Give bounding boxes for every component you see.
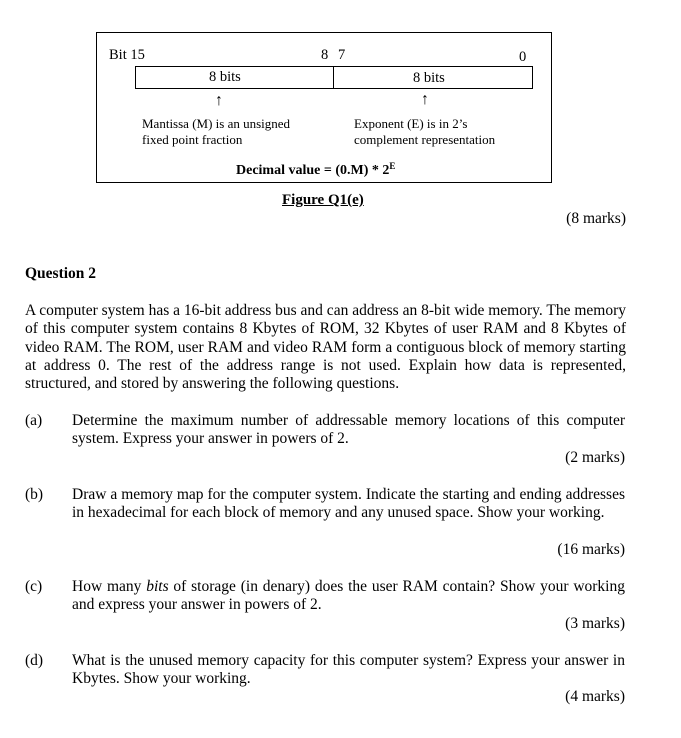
mantissa-arrow-icon: ↑ xyxy=(215,92,223,109)
bit-15-label: Bit 15 xyxy=(109,47,145,63)
bit-0-label: 0 xyxy=(519,49,527,65)
part-d-marks: (4 marks) xyxy=(565,688,625,705)
exponent-arrow-icon: ↑ xyxy=(421,91,429,108)
part-b-text: Draw a memory map for the computer system. Indicate the starting and ending addresses in hexadecimal for each block of memory and any unused space. Show your working. xyxy=(72,486,625,522)
part-a-label: (a) xyxy=(25,412,43,429)
figure-caption: Figure Q1(e) xyxy=(282,192,364,208)
formula-text: Decimal value = (0.M) * 2 xyxy=(236,163,390,178)
part-d-label: (d) xyxy=(25,652,44,669)
part-c-text xyxy=(72,578,625,615)
mantissa-note-line1: Mantissa (M) is an unsigned xyxy=(142,116,291,131)
question-title: Question 2 xyxy=(25,265,97,282)
exponent-note xyxy=(354,116,495,148)
figure-marks: (8 marks) xyxy=(566,210,626,227)
mantissa-note xyxy=(142,116,290,148)
register-divider xyxy=(333,66,334,89)
part-c-text-italic: bits xyxy=(146,578,169,595)
exponent-note-line1: Exponent (E) is in 2’s xyxy=(354,116,468,131)
part-a-text: Determine the maximum number of addressable memory locations of this computer system. Express your answer in powers of 2. xyxy=(72,412,625,448)
question-intro: A computer system has a 16-bit address bus and can address an 8-bit wide memory. The memory of this computer system contains 8 Kbytes of ROM, 32 Kbytes of user RAM and 8 Kbytes of video RAM. The ROM, user RAM and video RAM form a contiguous block of memory starting at address 0. The rest of the address range is not used. Explain how data is represented, structured, and stored by answering the following questions. xyxy=(25,302,626,393)
part-c-marks: (3 marks) xyxy=(565,615,625,632)
bit-7-label: 7 xyxy=(338,47,346,63)
exponent-bits-label: 8 bits xyxy=(413,70,445,86)
part-a-marks: (2 marks) xyxy=(565,449,625,466)
part-d-text: What is the unused memory capacity for this computer system? Express your answer in Kbytes. Show your working. xyxy=(72,652,625,688)
part-b-marks: (16 marks) xyxy=(557,541,625,558)
part-b-label: (b) xyxy=(25,486,44,503)
mantissa-bits-label: 8 bits xyxy=(209,69,241,85)
decimal-value-formula xyxy=(236,161,395,179)
bit-8-label: 8 xyxy=(321,47,329,63)
mantissa-note-line2: fixed point fraction xyxy=(142,132,243,147)
exponent-note-line2: complement representation xyxy=(354,132,496,147)
part-c-text-after: of storage (in denary) does the user RAM contain? Show your working and express your answer in powers of 2. xyxy=(72,578,625,614)
part-c-text-before: How many xyxy=(72,578,147,595)
formula-exponent: E xyxy=(389,161,396,171)
part-c-label: (c) xyxy=(25,578,43,595)
